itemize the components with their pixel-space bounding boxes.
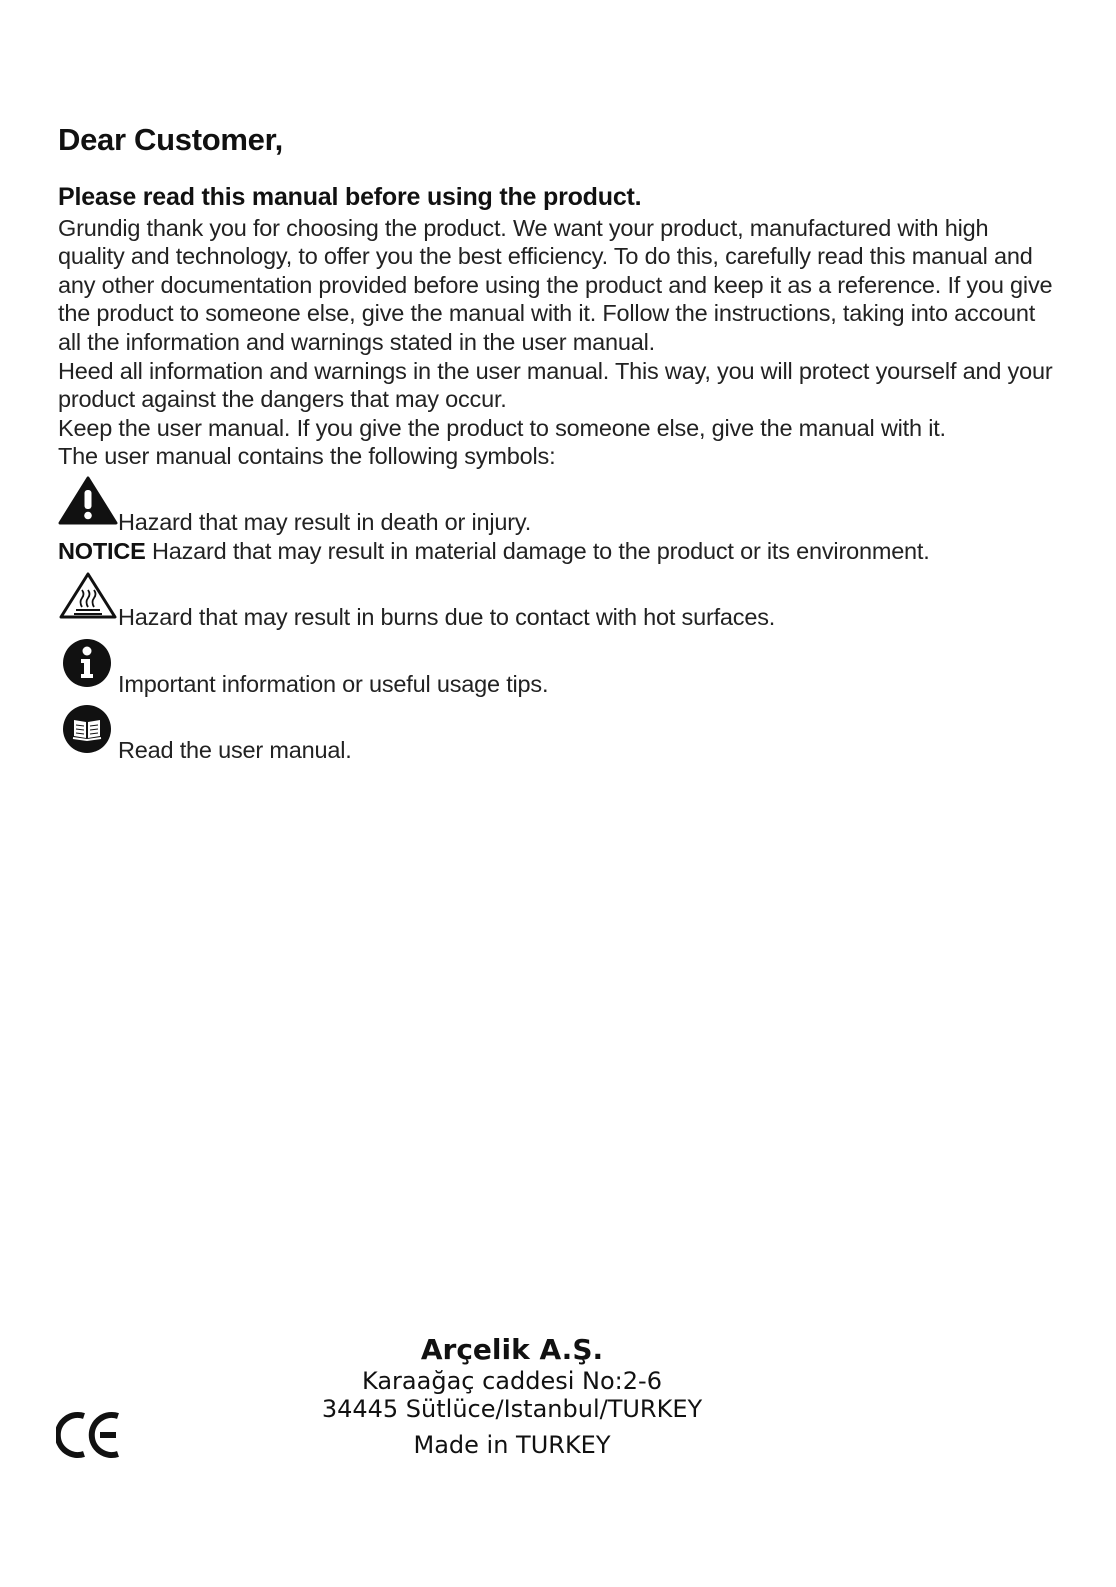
symbol-danger-text: Hazard that may result in death or injury.	[118, 509, 532, 535]
info-icon	[62, 638, 112, 694]
symbol-notice-text: Hazard that may result in material damage to the product or its environment.	[151, 538, 930, 564]
hot-surface-icon	[58, 571, 118, 627]
symbol-hot-text: Hazard that may result in burns due to contact with hot surfaces.	[118, 604, 776, 630]
symbol-notice	[58, 538, 930, 565]
made-in-label: Made in TURKEY	[413, 1431, 611, 1459]
symbol-info-text: Important information or useful usage tips.	[118, 671, 549, 697]
notice-tag: NOTICE	[58, 538, 146, 564]
address-street: Karaağaç caddesi No:2-6	[362, 1367, 662, 1395]
warning-triangle-icon	[58, 476, 118, 532]
symbol-manual-text: Read the user manual.	[118, 737, 352, 763]
read-manual-subheading: Please read this manual before using the product.	[58, 183, 642, 211]
ce-mark-icon	[56, 1410, 126, 1465]
greeting-heading: Dear Customer,	[58, 122, 283, 157]
manufacturer-address	[262, 1333, 762, 1459]
intro-section	[58, 183, 1058, 471]
book-icon	[62, 704, 112, 760]
intro-paragraph: Keep the user manual. If you give the product to someone else, give the manual with it.	[58, 414, 946, 441]
intro-paragraph: Grundig thank you for choosing the product. We want your product, manufactured with high quality and technology, to offer you the best efficiency. To do this, carefully read this manual and any other documentation provided before using the product and keep it as a reference. If you give the product to someone else, give the manual with it. Follow the instructions, taking into account all the information and warnings stated in the user manual.	[58, 214, 1053, 355]
address-city: 34445 Sütlüce/Istanbul/TURKEY	[321, 1395, 703, 1423]
intro-paragraph: The user manual contains the following symbols:	[58, 443, 556, 470]
intro-paragraph: Heed all information and warnings in the user manual. This way, you will protect yourself and your product against the dangers that may occur.	[58, 357, 1053, 413]
company-name: Arçelik A.Ş.	[420, 1333, 604, 1366]
